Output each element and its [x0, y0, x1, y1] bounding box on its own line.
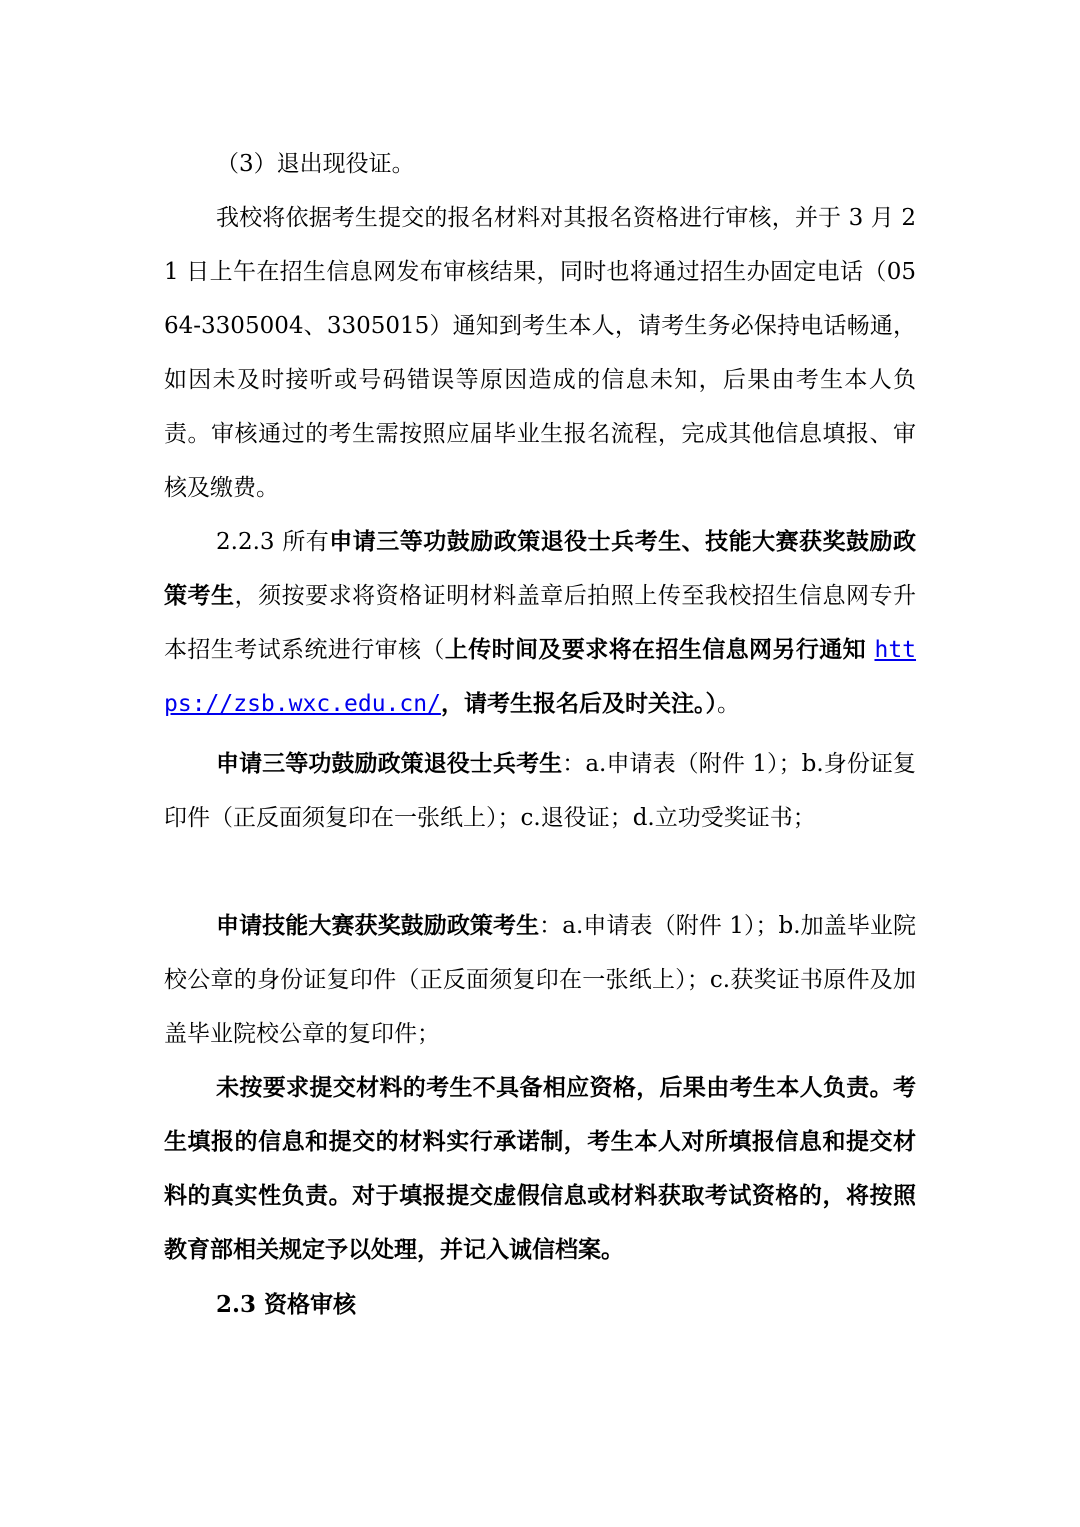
section-heading-2-3: 2.3 资格审核 [216, 1291, 357, 1318]
bold-follow-notice: ，请考生报名后及时关注。） [440, 690, 717, 717]
paragraph-2-2-3: 2.2.3 所有申请三等功鼓励政策退役士兵考生、技能大赛获奖鼓励政策考生，须按要求将资格证明材料盖章后拍照上传至我校招生信息网专升本招生考试系统进行审核（上传时间及要求将在招生信息网另行通知 https://zsb.wxc.edu.cn/，请考生报名后及时关注。）。 [164, 528, 917, 717]
paragraph-review-notice: 我校将依据考生提交的报名材料对其报名资格进行审核，并于 3 月 21 日上午在招生信息网发布审核结果，同时也将通过招生办固定电话（0564-3305004、3305015）通知到考生本人，请考生务必保持电话畅通，如因未及时接听或号码错误等原因造成的信息未知，后果由考生本人负责。审核通过的考生需按照应届毕业生报名流程，完成其他信息填报、审核及缴费。 [164, 205, 916, 501]
bold-veteran-label: 申请三等功鼓励政策退役士兵考生 [216, 750, 563, 777]
bold-skills-label: 申请技能大赛获奖鼓励政策考生 [216, 912, 540, 939]
paragraph-skills-materials: 申请技能大赛获奖鼓励政策考生：a.申请表（附件 1）；b.加盖毕业院校公章的身份证复印件（正反面须复印在一张纸上）；c.获奖证书原件及加盖毕业院校公章的复印件； [164, 912, 916, 1047]
bold-applicant-types: 申请三等功鼓励政策退役士兵考生、技能大赛获奖鼓励政策考生 [164, 528, 916, 609]
paragraph-commitment-warning: 未按要求提交材料的考生不具备相应资格，后果由考生本人负责。考生填报的信息和提交的材料实行承诺制，考生本人对所填报信息和提交材料的真实性负责。对于填报提交虚假信息或材料获取考试资格的，将按照教育部相关规定予以处理，并记入诚信档案。 [164, 1074, 916, 1263]
admission-site-link[interactable]: https://zsb.wxc.edu.cn/ [164, 637, 917, 717]
paragraph-item-3: （3）退出现役证。 [216, 151, 415, 177]
bold-upload-notice: 上传时间及要求将在招生信息网另行通知 [444, 636, 875, 663]
paragraph-veteran-materials: 申请三等功鼓励政策退役士兵考生：a.申请表（附件 1）；b.身份证复印件（正反面须复印在一张纸上）；c.退役证；d.立功受奖证书； [164, 750, 916, 831]
